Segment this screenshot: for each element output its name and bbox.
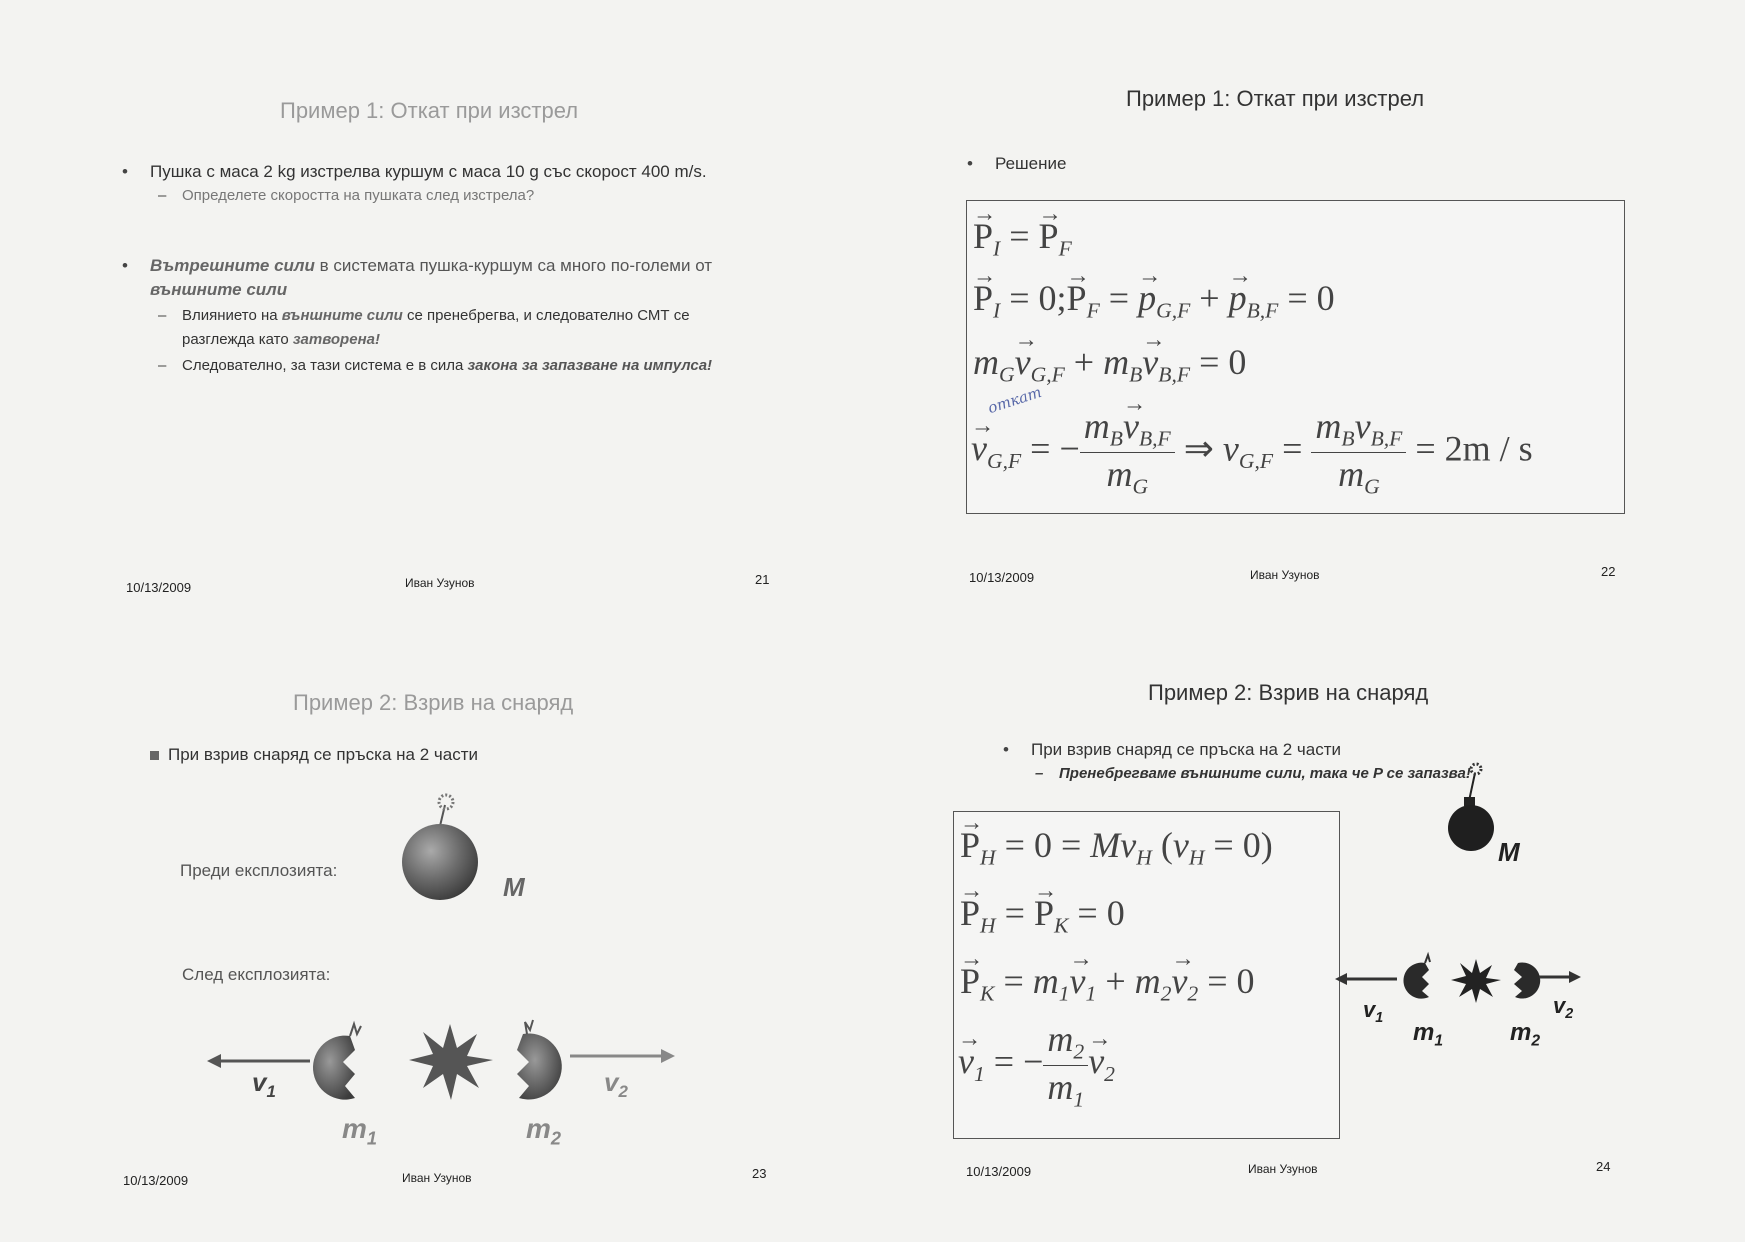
bullet-list [1031, 738, 1471, 786]
slide-title: Пример 1: Откат при изстрел [280, 98, 579, 123]
footer-page-number: 21 [755, 572, 770, 587]
slide-24 [873, 621, 1745, 1242]
bullet-item: • Пушка с маса 2 kg изстрелва куршум с маса 10 g със скорост 400 m/s. [150, 160, 740, 184]
mass-label-m2: $m_2$ [526, 1113, 562, 1149]
arrow-right-icon [570, 1049, 675, 1063]
equation-gun-velocity: → $v_{G,F}$ = − $\frac{m_B\to v_{B,F}}{m_G}$ ⇒ $v_{G,F}$ = $\frac{m_Bv_{B,F}}{m_G}$ = 2m / s [971, 405, 1533, 499]
footer-author: Иван Узунов [1250, 568, 1320, 582]
velocity-label-v1: $v_1$ [252, 1067, 276, 1101]
bomb-icon [395, 791, 485, 901]
footer-author: Иван Узунов [402, 1171, 472, 1185]
footer-page-number: 22 [1601, 564, 1616, 579]
arrow-left-icon [207, 1054, 310, 1068]
bomb-fragment-icon [313, 1024, 361, 1100]
sub-bullet-item: – Пренебрегваме външните сили, така че P се запазва! [1059, 762, 1471, 786]
equation-fragment-velocity: → $v_1$ = − $\frac{m_2}{m_1}$ → $v_2$ [958, 1018, 1115, 1112]
arrow-right-icon [1539, 971, 1581, 983]
bullet-item: При взрив снаряд се пръска на 2 части [168, 743, 478, 767]
mass-label-M: M [1498, 837, 1520, 867]
label-after-explosion: След експлозията: [182, 965, 331, 984]
sub-bullet-item: – Определете скоростта на пушката след изстрела? [182, 184, 740, 208]
mass-label-m1: $m_1$ [1413, 1019, 1444, 1050]
footer-date: 10/13/2009 [123, 1173, 189, 1188]
slide-22 [873, 0, 1745, 621]
handwritten-annotation: откат [985, 382, 1044, 418]
explosion-star-icon [1451, 959, 1501, 1003]
formula-box [953, 811, 1340, 1139]
equation-initial-final-momentum: → $P_I$ = 0;→ $P_F$ = → $p_{G,F}$ + → $p_{B,F} = 0$ [973, 277, 1335, 324]
bullet-item: • Вътрешните сили в системата пушка-куршум са много по-големи от външните сили [150, 254, 740, 302]
velocity-label-v2: $v_2$ [1553, 993, 1574, 1022]
bullet-list [150, 160, 740, 378]
sub-bullet-item: – Влиянието на външните сили се пренебрегва, и следователно СМТ се разглежда като затворена! [182, 304, 740, 352]
bullet-list [995, 152, 1066, 176]
footer-date: 10/13/2009 [969, 570, 1035, 585]
footer-page-number: 23 [752, 1166, 767, 1181]
slide-title: Пример 2: Взрив на снаряд [293, 690, 574, 715]
bullet-item: • Решение [995, 152, 1066, 176]
velocity-label-v1: $v_1$ [1363, 997, 1384, 1026]
explosion-star-icon [409, 1024, 493, 1100]
sub-bullet-item: – Следователно, за тази система е в сила закона за запазване на импулса! [182, 354, 740, 378]
slide-21 [0, 0, 872, 621]
equation-momentum-conservation: → $P_I$ = → $P_F$ [973, 215, 1072, 262]
footer-page-number: 24 [1596, 1159, 1611, 1174]
formula-box [966, 200, 1625, 514]
slide-title: Пример 2: Взрив на снаряд [1148, 680, 1429, 705]
label-before-explosion: Преди експлозията: [180, 861, 338, 880]
arrow-left-icon [1335, 973, 1397, 985]
equation-mass-velocity: $m_G\to v_{G,F} + m_B\to v_{B,F} = 0$ [973, 341, 1246, 388]
equation-momentum-conservation: → $P_H$ = → $P_K = 0$ [960, 892, 1125, 939]
slide-23 [0, 621, 872, 1242]
mass-label-m1: $m_1$ [342, 1113, 378, 1149]
footer-author: Иван Узунов [1248, 1162, 1318, 1176]
footer-date: 10/13/2009 [126, 580, 192, 595]
velocity-label-v2: $v_2$ [604, 1067, 628, 1101]
bomb-icon [1433, 751, 1513, 851]
bomb-fragment-icon [1403, 955, 1430, 999]
footer-date: 10/13/2009 [966, 1164, 1032, 1179]
equation-final-momentum: → $P_K = m_1\to v_1 + m_2\to v_2 = 0$ [960, 960, 1255, 1007]
footer-author: Иван Узунов [405, 576, 475, 590]
bullet-list [168, 743, 478, 767]
mass-label-M: M [503, 872, 525, 902]
equation-initial-momentum: → $P_H = 0 = Mv_H$ $(v_H = 0)$ [960, 824, 1273, 871]
bomb-fragment-icon [1514, 963, 1540, 999]
bomb-fragment-icon [517, 1020, 562, 1099]
bullet-item: • При взрив снаряд се пръска на 2 части [1031, 738, 1471, 762]
mass-label-m2: $m_2$ [1510, 1019, 1541, 1050]
slide-title: Пример 1: Откат при изстрел [1126, 86, 1425, 111]
result-value: = 2m / s [1415, 428, 1533, 469]
